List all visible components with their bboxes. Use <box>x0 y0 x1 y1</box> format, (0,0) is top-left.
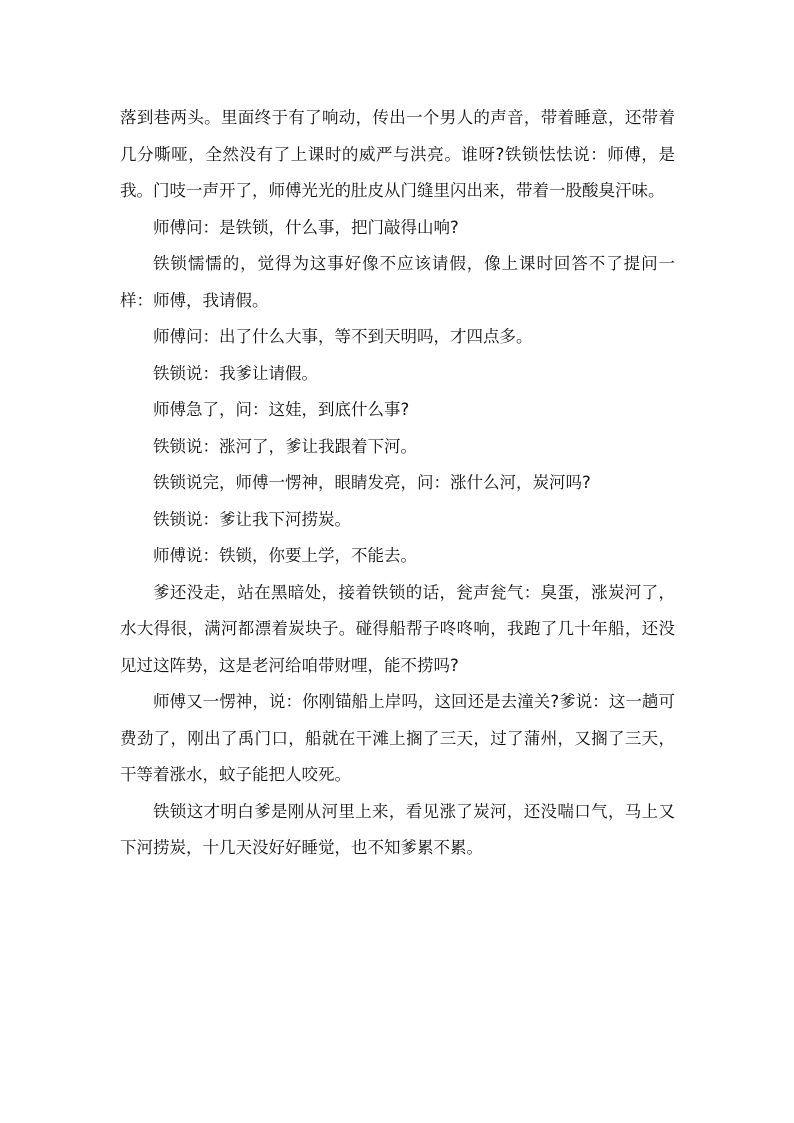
paragraph-9: 铁锁说：爹让我下河捞炭。 <box>153 509 351 529</box>
paragraph-6: 师傅急了，问：这娃，到底什么事? <box>153 400 410 419</box>
paragraph-5: 铁锁说：我爹让请假。 <box>153 363 318 383</box>
story-text <box>120 100 675 867</box>
paragraph-4: 师傅问：出了什么大事，等不到天明吗，才四点多。 <box>153 327 533 346</box>
paragraph-8: 铁锁说完，师傅一愣神，眼睛发亮，问：涨什么河，炭河吗? <box>153 473 591 492</box>
paragraph-11: 爹还没走，站在黑暗处，接着铁锁的话，瓮声瓮气：臭蛋，涨炭河了，水大得很，满河都漂着炭块子。碰得船帮子咚咚响，我跑了几十年船，还没见过这阵势，这是老河给咱带财哩，能不捞吗? <box>120 582 675 675</box>
paragraph-7: 铁锁说：涨河了，爹让我跟着下河。 <box>153 436 417 456</box>
paragraph-2: 师傅问：是铁锁，什么事，把门敲得山响? <box>153 217 459 237</box>
paragraph-12: 师傅又一愣神，说：你刚锚船上岸吗，这回还是去潼关?爹说：这一趟可费劲了，刚出了禹门口，船就在干滩上搁了三天，过了蒲州，又搁了三天，干等着涨水，蚊子能把人咬死。 <box>120 692 675 784</box>
paragraph-3: 铁锁懦懦的，觉得为这事好像不应该请假，像上课时回答不了提问一样：师傅，我请假。 <box>120 254 675 310</box>
paragraph-13: 铁锁这才明白爹是刚从河里上来，看见涨了炭河，还没喘口气，马上又下河捞炭，十几天没好好睡觉，也不知爹累不累。 <box>120 801 675 857</box>
paragraph-1: 落到巷两头。里面终于有了响动，传出一个男人的声音，带着睡意，还带着几分嘶哑，全然没有了上课时的威严与洪亮。谁呀?铁锁怯怯说：师傅，是我。门吱一声开了，师傅光光的肚皮从门缝里闪出来，带着一股酸臭汗味。 <box>120 108 675 200</box>
paragraph-10: 师傅说：铁锁，你要上学，不能去。 <box>153 546 417 565</box>
